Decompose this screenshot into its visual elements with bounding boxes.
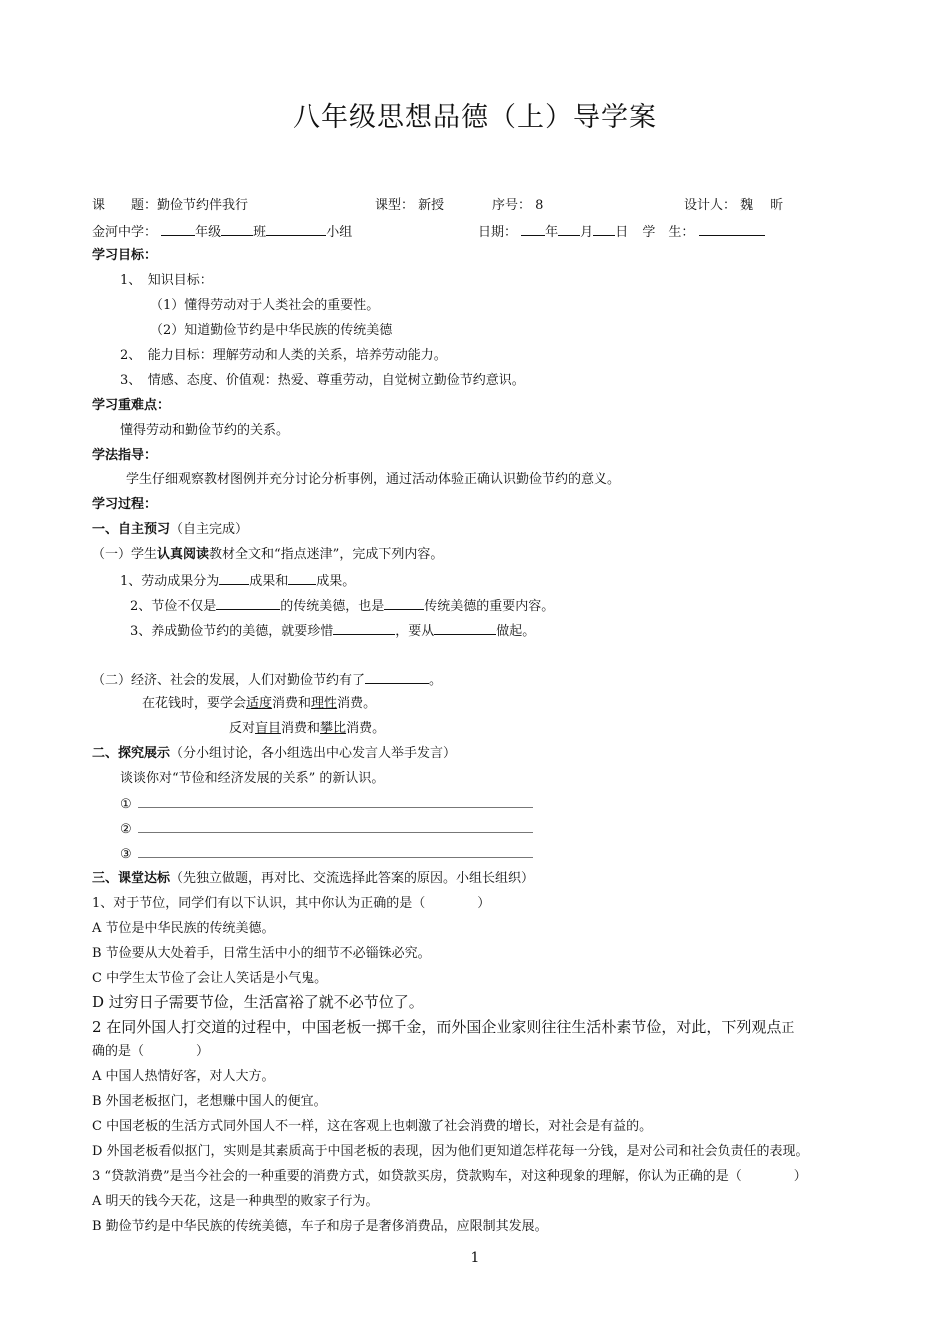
topic-row (92, 197, 248, 215)
process-heading: 学习过程： (92, 497, 158, 512)
q1-blank-2[interactable] (288, 571, 316, 585)
quiz-q2-line-1: 2 在同外国人打交道的过程中，中国老板一掷千金，而外国企业家则往往生活朴素节俭，对此，下列观点 (92, 1018, 782, 1036)
p2-l1-d: 理性 (311, 696, 338, 711)
year-label: 年 (545, 225, 559, 240)
section-2-title (92, 745, 456, 763)
day-blank[interactable] (593, 222, 615, 236)
designer-value: 魏 昕 (740, 198, 784, 213)
class-label: 班 (253, 225, 267, 240)
quiz-q2-option-a[interactable]: A 中国人热情好客，对人大方。 (92, 1069, 275, 1084)
quiz-q2 (92, 1018, 794, 1038)
quiz-q2-option-d[interactable]: D 外国老板看似抠门，实则是其素质高于中国老板的表现，因为他们更知道怎样花每一分钱，是对公司和社会负责任的表现。 (92, 1144, 809, 1159)
quiz-q1-option-c[interactable]: C 中学生太节俭了会让人笑话是小气鬼。 (92, 971, 328, 986)
answer-blank-2[interactable] (138, 820, 533, 833)
fill-question-1 (120, 571, 355, 591)
q1-c: 成果。 (316, 574, 356, 589)
quiz-q3-option-a[interactable]: A 明天的钱今天花，这是一种典型的败家子行为。 (92, 1194, 379, 1209)
q3-b: ，要从 (395, 624, 435, 639)
q1-b: 成果和 (249, 574, 289, 589)
goal-1a: （1）懂得劳动对于人类社会的重要性。 (150, 298, 380, 313)
part-1-a: （一）学生 (92, 547, 158, 562)
part-1-intro (92, 546, 443, 564)
topic-label: 课 题： (92, 198, 158, 213)
seq-label: 序号： (492, 198, 532, 213)
q3-blank-1[interactable] (333, 621, 395, 635)
quiz-q1-option-d[interactable]: D 过穷日子需要节俭，生活富裕了就不必节位了。 (92, 993, 424, 1011)
p2-l2-c: 消费和 (281, 721, 321, 736)
q1-a: 1、劳动成果分为 (120, 574, 220, 589)
quiz-q3: 3 “贷款消费”是当今社会的一种重要的消费方式，如贷款买房，贷款购车，对这种现象的理解，你认为正确的是（ ） (92, 1169, 807, 1184)
marker-2: ② (120, 822, 132, 837)
part-2-line-1 (142, 695, 376, 713)
quiz-q2-line-1-end: 正 (781, 1021, 795, 1036)
quiz-q2-option-b[interactable]: B 外国老板抠门，老想赚中国人的便宜。 (92, 1094, 327, 1109)
q2-b: 的传统美德，也是 (280, 599, 385, 614)
part-2-a: （二）经济、社会的发展，人们对勤俭节约有了 (92, 673, 366, 688)
section-3-label: 三、课堂达标 (92, 871, 171, 886)
school-row (92, 222, 352, 242)
seq-row (492, 197, 543, 215)
section-1-label: 一、自主预习 (92, 522, 171, 537)
method-heading: 学法指导： (92, 448, 158, 463)
group-label: 小组 (326, 225, 353, 240)
seq-value: 8 (535, 198, 544, 213)
type-label: 课型： (375, 198, 415, 213)
goal-1b: （2）知道勤俭节约是中华民族的传统美德 (150, 323, 393, 338)
section-3-note: （先独立做题，再对比、交流选择此答案的原因。小组长组织） (170, 871, 535, 886)
quiz-q2-option-c[interactable]: C 中国老板的生活方式同外国人不一样，这在客观上也刺激了社会消费的增长，对社会是有益的。 (92, 1119, 653, 1134)
q1-blank-1[interactable] (219, 571, 249, 585)
marker-1: ① (120, 797, 132, 812)
quiz-q1-option-b[interactable]: B 节俭要从大处着手，日常生活中小的细节不必锱铢必究。 (92, 946, 431, 961)
section-2-label: 二、探究展示 (92, 746, 171, 761)
part-1-b: 认真阅读 (157, 547, 210, 562)
answer-line-3 (120, 845, 533, 864)
section-2-note: （分小组讨论，各小组选出中心发言人举手发言） (170, 746, 457, 761)
goal-3: 3、 情感、态度、价值观：热爱、尊重劳动，自觉树立勤俭节约意识。 (120, 373, 525, 388)
section-1-note: （自主完成） (170, 522, 249, 537)
date-row (478, 222, 765, 242)
date-label: 日期： (478, 225, 518, 240)
quiz-q1-option-a[interactable]: A 节位是中华民族的传统美德。 (92, 921, 275, 936)
answer-line-1 (120, 795, 533, 814)
month-blank[interactable] (558, 222, 580, 236)
fill-question-2 (130, 596, 554, 616)
p2-l2-a: 反对 (229, 721, 256, 736)
quiz-q3-option-b[interactable]: B 勤俭节约是中华民族的传统美德，车子和房子是奢侈消费品，应限制其发展。 (92, 1219, 548, 1234)
designer-row (684, 197, 783, 215)
q2-blank-1[interactable] (216, 596, 280, 610)
class-blank[interactable] (221, 222, 253, 236)
school-label: 金河中学： (92, 225, 158, 240)
key-heading: 学习重难点： (92, 398, 171, 413)
p2-l1-c: 消费和 (272, 696, 312, 711)
page-number: 1 (470, 1250, 480, 1266)
part-1-c: 教材全文和“指点迷津”，完成下列内容。 (209, 547, 444, 562)
section-3-title (92, 870, 534, 888)
month-label: 月 (580, 225, 594, 240)
q3-blank-2[interactable] (434, 621, 496, 635)
section-2-question: 谈谈你对“节俭和经济发展的关系” 的新认识。 (120, 771, 385, 786)
student-blank[interactable] (699, 222, 765, 236)
p2-l2-e: 消费。 (346, 721, 386, 736)
q3-c: 做起。 (496, 624, 536, 639)
student-label: 学 生： (642, 225, 695, 240)
key-text: 懂得劳动和勤俭节约的关系。 (120, 423, 290, 438)
p2-l2-d: 攀比 (320, 721, 347, 736)
group-blank[interactable] (266, 222, 326, 236)
part-2-line-2 (229, 720, 385, 738)
goal-1: 1、 知识目标： (120, 273, 213, 288)
part-2-intro (92, 670, 442, 690)
answer-blank-3[interactable] (138, 845, 533, 858)
part-2-blank[interactable] (365, 670, 429, 684)
day-label: 日 (615, 225, 629, 240)
answer-line-2 (120, 820, 533, 839)
goals-heading: 学习目标： (92, 248, 158, 263)
marker-3: ③ (120, 847, 132, 862)
p2-l1-e: 消费。 (337, 696, 377, 711)
method-text: 学生仔细观察教材图例并充分讨论分析事例，通过活动体验正确认识勤俭节约的意义。 (126, 472, 621, 487)
grade-label: 年级 (195, 225, 222, 240)
fill-question-3 (130, 621, 535, 641)
p2-l1-a: 在花钱时，要学会 (142, 696, 247, 711)
goal-2: 2、 能力目标：理解劳动和人类的关系，培养劳动能力。 (120, 348, 447, 363)
designer-label: 设计人： (684, 198, 737, 213)
q3-a: 3、养成勤俭节约的美德，就要珍惜 (130, 624, 334, 639)
topic-value: 勤俭节约伴我行 (157, 198, 249, 213)
p2-l2-b: 盲目 (255, 721, 282, 736)
q2-a: 2、节俭不仅是 (130, 599, 217, 614)
q2-c: 传统美德的重要内容。 (424, 599, 555, 614)
part-2-b: 。 (429, 673, 443, 688)
type-value: 新授 (418, 198, 445, 213)
type-row (375, 197, 444, 215)
grade-blank[interactable] (161, 222, 195, 236)
answer-blank-1[interactable] (138, 795, 533, 808)
page-title: 八年级思想品德（上）导学案 (293, 102, 657, 133)
p2-l1-b: 适度 (246, 696, 273, 711)
section-1-title (92, 521, 248, 539)
year-blank[interactable] (521, 222, 545, 236)
q2-blank-2[interactable] (384, 596, 424, 610)
quiz-q1: 1、对于节位，同学们有以下认识，其中你认为正确的是（ ） (92, 896, 491, 911)
quiz-q2-line-2: 确的是（ ） (92, 1044, 210, 1059)
